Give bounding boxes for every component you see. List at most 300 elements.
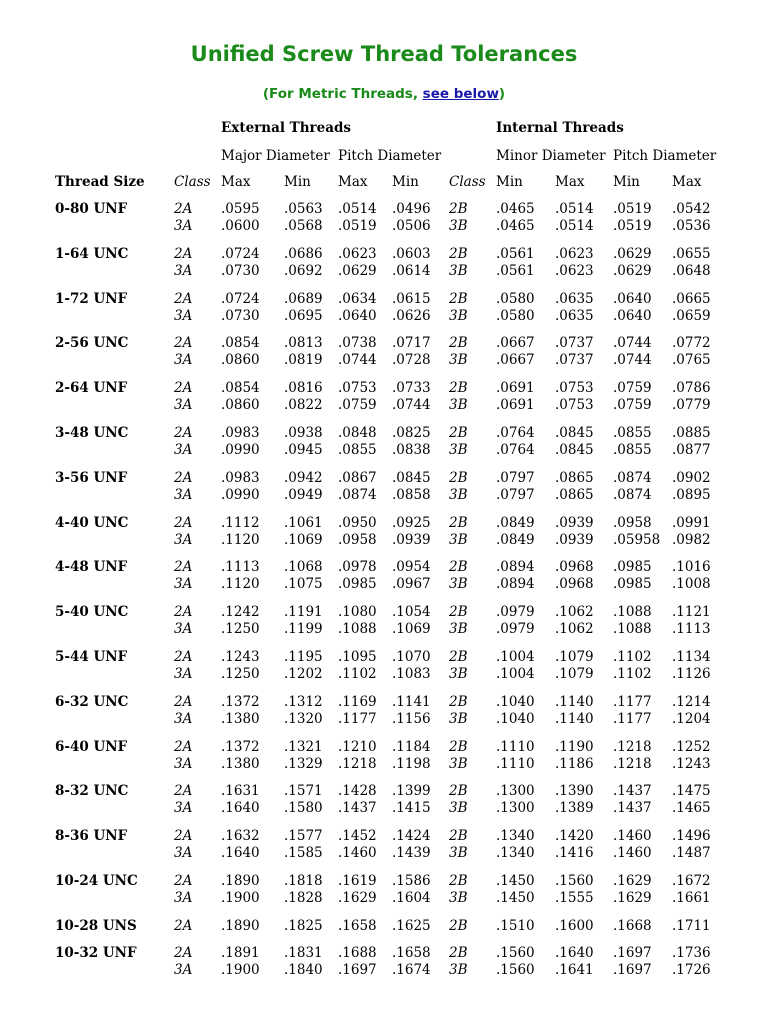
- value-cell: .0692: [284, 262, 323, 279]
- thread-size-group: [0, 739, 768, 784]
- value-cell: .1062: [555, 604, 594, 621]
- value-cell: .1619: [338, 872, 377, 889]
- value-cell: .0985: [613, 559, 652, 576]
- value-cell: .0958: [613, 514, 652, 531]
- value-cell: .1450: [496, 872, 535, 889]
- value-cell: .1110: [496, 755, 535, 772]
- thread-size-group: [0, 425, 768, 470]
- value-cell: .0744: [613, 352, 652, 369]
- value-cell: .0968: [555, 559, 594, 576]
- value-cell: .1672: [672, 872, 711, 889]
- table-row: [0, 783, 768, 801]
- value-cell: .0845: [555, 424, 594, 441]
- value-cell: .1661: [672, 889, 711, 906]
- internal-class-cell: 2B: [449, 738, 468, 755]
- value-cell: .1340: [496, 828, 535, 845]
- value-cell: .0744: [338, 352, 377, 369]
- internal-class-cell: 2B: [449, 424, 468, 441]
- value-cell: .1008: [672, 576, 711, 593]
- table-row: [0, 945, 768, 963]
- internal-class-cell: 3B: [449, 486, 468, 503]
- value-cell: .1555: [555, 889, 594, 906]
- value-cell: .0561: [496, 262, 535, 279]
- value-cell: .0665: [672, 290, 711, 307]
- table-row: [0, 397, 768, 415]
- internal-class-cell: 3B: [449, 576, 468, 593]
- external-class-cell: 2A: [174, 245, 193, 262]
- value-cell: .1088: [338, 621, 377, 638]
- value-cell: .0465: [496, 218, 535, 234]
- value-cell: .0536: [672, 218, 711, 234]
- value-cell: .0695: [284, 307, 323, 324]
- value-cell: .0496: [392, 201, 431, 217]
- thread-size-label: 8-32 UNC: [55, 783, 129, 800]
- value-cell: .1218: [338, 755, 377, 772]
- value-cell: .0737: [555, 352, 594, 369]
- subtitle-prefix: (For Metric Threads,: [262, 86, 423, 102]
- thread-size-label: 2-56 UNC: [55, 335, 129, 352]
- value-cell: .0724: [221, 245, 260, 262]
- internal-class-cell: 2B: [449, 783, 468, 800]
- value-cell: .1243: [221, 648, 260, 665]
- value-cell: .1415: [392, 800, 431, 817]
- value-cell: .0797: [496, 486, 535, 503]
- external-class-cell: 3A: [174, 441, 193, 458]
- value-cell: .1631: [221, 783, 260, 800]
- value-cell: .1697: [338, 962, 377, 979]
- value-cell: .1004: [496, 648, 535, 665]
- value-cell: .0733: [392, 380, 431, 397]
- value-cell: .0885: [672, 424, 711, 441]
- external-class-cell: 3A: [174, 307, 193, 324]
- external-class-cell: 3A: [174, 621, 193, 638]
- value-cell: .0979: [496, 604, 535, 621]
- value-cell: .1102: [613, 648, 652, 665]
- table-row: [0, 739, 768, 757]
- value-cell: .0563: [284, 201, 323, 217]
- internal-class-cell: 3B: [449, 755, 468, 772]
- thread-size-label: 6-32 UNC: [55, 693, 129, 710]
- internal-class-cell: 3B: [449, 397, 468, 414]
- value-cell: .0979: [496, 621, 535, 638]
- internal-class-cell: 2B: [449, 335, 468, 352]
- value-cell: .1585: [284, 845, 323, 862]
- table-row: [0, 532, 768, 550]
- value-cell: .0691: [496, 397, 535, 414]
- value-cell: .1210: [338, 738, 377, 755]
- value-cell: .1112: [221, 514, 260, 531]
- thread-size-group: [0, 918, 768, 946]
- value-cell: .1580: [284, 800, 323, 817]
- thread-size-label: 10-24 UNC: [55, 872, 138, 889]
- thread-size-label: 4-48 UNF: [55, 559, 128, 576]
- value-cell: .1571: [284, 783, 323, 800]
- value-cell: .0542: [672, 201, 711, 217]
- internal-class-cell: 3B: [449, 800, 468, 817]
- table-row: [0, 487, 768, 505]
- value-cell: .1069: [392, 621, 431, 638]
- table-row: [0, 694, 768, 712]
- external-class-cell: 3A: [174, 262, 193, 279]
- value-cell: .0813: [284, 335, 323, 352]
- table-row: [0, 604, 768, 622]
- table-row: [0, 621, 768, 639]
- value-cell: .1054: [392, 604, 431, 621]
- value-cell: .0860: [221, 352, 260, 369]
- value-cell: .0764: [496, 424, 535, 441]
- thread-size-label: 2-64 UNF: [55, 380, 128, 397]
- table-row: [0, 649, 768, 667]
- table-row: [0, 873, 768, 891]
- value-cell: .1825: [284, 917, 323, 934]
- table-row: [0, 425, 768, 443]
- external-class-cell: 2A: [174, 201, 193, 217]
- internal-class-cell: 2B: [449, 290, 468, 307]
- value-cell: .1658: [338, 917, 377, 934]
- value-cell: .1141: [392, 693, 431, 710]
- value-cell: .0983: [221, 469, 260, 486]
- value-cell: .0640: [338, 307, 377, 324]
- value-cell: .1831: [284, 945, 323, 962]
- value-cell: .0753: [555, 397, 594, 414]
- value-cell: .1437: [613, 783, 652, 800]
- value-cell: .0849: [496, 531, 535, 548]
- value-cell: .1439: [392, 845, 431, 862]
- value-cell: .1674: [392, 962, 431, 979]
- internal-class-cell: 3B: [449, 262, 468, 279]
- value-cell: .1465: [672, 800, 711, 817]
- external-class-cell: 3A: [174, 218, 193, 234]
- table-row: [0, 263, 768, 281]
- value-cell: .1080: [338, 604, 377, 621]
- value-cell: .0640: [613, 290, 652, 307]
- value-cell: .0686: [284, 245, 323, 262]
- value-cell: .1840: [284, 962, 323, 979]
- value-cell: .1218: [613, 755, 652, 772]
- value-cell: .1424: [392, 828, 431, 845]
- value-cell: .0874: [338, 486, 377, 503]
- value-cell: .0764: [496, 441, 535, 458]
- value-cell: .1110: [496, 738, 535, 755]
- value-cell: .0659: [672, 307, 711, 324]
- major-max-column-header: Max: [221, 174, 251, 190]
- table-row: [0, 666, 768, 684]
- int-pitch-max-column-header: Max: [672, 174, 702, 190]
- value-cell: .0514: [555, 201, 594, 217]
- value-cell: .1625: [392, 917, 431, 934]
- value-cell: .1900: [221, 889, 260, 906]
- value-cell: .1890: [221, 917, 260, 934]
- thread-size-label: 10-28 UNS: [55, 917, 137, 934]
- value-cell: .1688: [338, 945, 377, 962]
- minor-diameter-heading: Minor Diameter: [496, 148, 606, 164]
- value-cell: .0985: [338, 576, 377, 593]
- external-class-cell: 2A: [174, 828, 193, 845]
- value-cell: .1113: [221, 559, 260, 576]
- value-cell: .1460: [613, 828, 652, 845]
- value-cell: .1380: [221, 710, 260, 727]
- value-cell: .0759: [613, 380, 652, 397]
- value-cell: .0845: [555, 441, 594, 458]
- value-cell: .0744: [392, 397, 431, 414]
- table-row: [0, 756, 768, 774]
- value-cell: .0626: [392, 307, 431, 324]
- value-cell: .1040: [496, 710, 535, 727]
- value-cell: .1640: [221, 845, 260, 862]
- table-row: [0, 845, 768, 863]
- value-cell: .1372: [221, 738, 260, 755]
- value-cell: .1300: [496, 783, 535, 800]
- internal-pitch-diameter-heading: Pitch Diameter: [613, 148, 717, 164]
- value-cell: .1475: [672, 783, 711, 800]
- see-below-link[interactable]: see below: [422, 86, 499, 102]
- value-cell: .0848: [338, 424, 377, 441]
- thread-size-label: 1-64 UNC: [55, 245, 129, 262]
- value-cell: .1658: [392, 945, 431, 962]
- internal-class-cell: 2B: [449, 380, 468, 397]
- value-cell: .0730: [221, 262, 260, 279]
- internal-class-cell: 3B: [449, 889, 468, 906]
- value-cell: .0753: [338, 380, 377, 397]
- internal-class-cell: 2B: [449, 604, 468, 621]
- value-cell: .0819: [284, 352, 323, 369]
- table-row: [0, 246, 768, 264]
- value-cell: .1069: [284, 531, 323, 548]
- value-cell: .1121: [672, 604, 711, 621]
- value-cell: .1640: [555, 945, 594, 962]
- value-cell: .0568: [284, 218, 323, 234]
- value-cell: .0822: [284, 397, 323, 414]
- internal-class-cell: 2B: [449, 559, 468, 576]
- external-class-cell: 3A: [174, 665, 193, 682]
- internal-class-cell: 2B: [449, 872, 468, 889]
- value-cell: .1061: [284, 514, 323, 531]
- table-row: [0, 559, 768, 577]
- value-cell: .0858: [392, 486, 431, 503]
- value-cell: .1068: [284, 559, 323, 576]
- value-cell: .1040: [496, 693, 535, 710]
- value-cell: .0667: [496, 352, 535, 369]
- table-row: [0, 308, 768, 326]
- value-cell: .1726: [672, 962, 711, 979]
- value-cell: .1460: [613, 845, 652, 862]
- value-cell: .0635: [555, 307, 594, 324]
- value-cell: .1510: [496, 917, 535, 934]
- internal-class-cell: 3B: [449, 665, 468, 682]
- internal-class-cell: 2B: [449, 469, 468, 486]
- value-cell: .0717: [392, 335, 431, 352]
- value-cell: .0738: [338, 335, 377, 352]
- value-cell: .1075: [284, 576, 323, 593]
- external-class-cell: 2A: [174, 380, 193, 397]
- value-cell: .1126: [672, 665, 711, 682]
- value-cell: .0514: [555, 218, 594, 234]
- table-row: [0, 711, 768, 729]
- value-cell: .1399: [392, 783, 431, 800]
- value-cell: .0945: [284, 441, 323, 458]
- value-cell: .0990: [221, 441, 260, 458]
- value-cell: .1120: [221, 531, 260, 548]
- value-cell: .0991: [672, 514, 711, 531]
- value-cell: .1004: [496, 665, 535, 682]
- value-cell: .1629: [613, 872, 652, 889]
- ext-pitch-max-column-header: Max: [338, 174, 368, 190]
- thread-size-group: [0, 470, 768, 515]
- external-class-cell: 2A: [174, 559, 193, 576]
- value-cell: .0894: [496, 559, 535, 576]
- value-cell: .0759: [613, 397, 652, 414]
- page-title: Unified Screw Thread Tolerances: [190, 42, 578, 66]
- value-cell: .0519: [613, 201, 652, 217]
- value-cell: .0629: [613, 262, 652, 279]
- external-class-cell: 2A: [174, 469, 193, 486]
- value-cell: .1156: [392, 710, 431, 727]
- value-cell: .0648: [672, 262, 711, 279]
- external-class-cell: 2A: [174, 424, 193, 441]
- value-cell: .1177: [613, 710, 652, 727]
- value-cell: .1629: [613, 889, 652, 906]
- value-cell: .0779: [672, 397, 711, 414]
- value-cell: .1191: [284, 604, 323, 621]
- value-cell: .0465: [496, 201, 535, 217]
- value-cell: .0854: [221, 335, 260, 352]
- value-cell: .0689: [284, 290, 323, 307]
- thread-size-label: 10-32 UNF: [55, 945, 137, 962]
- value-cell: .1600: [555, 917, 594, 934]
- table-row: [0, 380, 768, 398]
- value-cell: .1190: [555, 738, 594, 755]
- internal-class-cell: 3B: [449, 710, 468, 727]
- value-cell: .1437: [338, 800, 377, 817]
- value-cell: .1668: [613, 917, 652, 934]
- value-cell: .1900: [221, 962, 260, 979]
- thread-size-group: [0, 945, 768, 990]
- internal-class-cell: 3B: [449, 352, 468, 369]
- value-cell: .0982: [672, 531, 711, 548]
- value-cell: .0845: [392, 469, 431, 486]
- value-cell: .0691: [496, 380, 535, 397]
- value-cell: .0655: [672, 245, 711, 262]
- thread-size-group: [0, 694, 768, 739]
- value-cell: .0772: [672, 335, 711, 352]
- value-cell: .0724: [221, 290, 260, 307]
- value-cell: .0730: [221, 307, 260, 324]
- value-cell: .0623: [338, 245, 377, 262]
- table-row: [0, 470, 768, 488]
- value-cell: .1452: [338, 828, 377, 845]
- value-cell: .1629: [338, 889, 377, 906]
- value-cell: .1736: [672, 945, 711, 962]
- value-cell: .0855: [613, 424, 652, 441]
- minor-max-column-header: Max: [555, 174, 585, 190]
- value-cell: .1204: [672, 710, 711, 727]
- value-cell: .0894: [496, 576, 535, 593]
- value-cell: .0925: [392, 514, 431, 531]
- external-class-cell: 2A: [174, 604, 193, 621]
- external-class-cell: 3A: [174, 755, 193, 772]
- value-cell: .1088: [613, 621, 652, 638]
- value-cell: .1577: [284, 828, 323, 845]
- value-cell: .1218: [613, 738, 652, 755]
- value-cell: .0854: [221, 380, 260, 397]
- internal-class-cell: 2B: [449, 648, 468, 665]
- table-row: [0, 800, 768, 818]
- external-class-cell: 2A: [174, 917, 193, 934]
- value-cell: .1560: [496, 962, 535, 979]
- table-row: [0, 218, 768, 236]
- value-cell: .0838: [392, 441, 431, 458]
- value-cell: .1300: [496, 800, 535, 817]
- thread-size-label: 3-48 UNC: [55, 424, 129, 441]
- external-class-cell: 3A: [174, 576, 193, 593]
- value-cell: .0640: [613, 307, 652, 324]
- value-cell: .1380: [221, 755, 260, 772]
- internal-class-cell: 2B: [449, 828, 468, 845]
- value-cell: .1070: [392, 648, 431, 665]
- value-cell: .0983: [221, 424, 260, 441]
- external-class-cell: 3A: [174, 710, 193, 727]
- thread-size-group: [0, 291, 768, 336]
- value-cell: .0753: [555, 380, 594, 397]
- value-cell: .1195: [284, 648, 323, 665]
- value-cell: .1697: [613, 945, 652, 962]
- value-cell: .1177: [338, 710, 377, 727]
- table-row: [0, 828, 768, 846]
- external-class-cell: 3A: [174, 800, 193, 817]
- major-min-column-header: Min: [284, 174, 311, 190]
- internal-class-cell: 3B: [449, 531, 468, 548]
- internal-class-cell: 3B: [449, 962, 468, 979]
- external-class-cell: 2A: [174, 738, 193, 755]
- value-cell: .1177: [613, 693, 652, 710]
- thread-size-label: 8-36 UNF: [55, 828, 128, 845]
- value-cell: .0580: [496, 307, 535, 324]
- value-cell: .1242: [221, 604, 260, 621]
- value-cell: .0849: [496, 514, 535, 531]
- value-cell: .1560: [496, 945, 535, 962]
- value-cell: .1437: [613, 800, 652, 817]
- value-cell: .0634: [338, 290, 377, 307]
- internal-class-cell: 3B: [449, 307, 468, 324]
- thread-size-group: [0, 828, 768, 873]
- value-cell: .1329: [284, 755, 323, 772]
- value-cell: .0759: [338, 397, 377, 414]
- value-cell: .0855: [613, 441, 652, 458]
- value-cell: .0519: [338, 218, 377, 234]
- external-class-cell: 2A: [174, 693, 193, 710]
- value-cell: .0506: [392, 218, 431, 234]
- value-cell: .0595: [221, 201, 260, 217]
- thread-size-label: 5-40 UNC: [55, 604, 129, 621]
- value-cell: .0797: [496, 469, 535, 486]
- value-cell: .0614: [392, 262, 431, 279]
- value-cell: .0985: [613, 576, 652, 593]
- value-cell: .1586: [392, 872, 431, 889]
- value-cell: .1828: [284, 889, 323, 906]
- value-cell: .1640: [221, 800, 260, 817]
- external-threads-heading: External Threads: [221, 120, 352, 136]
- table-row: [0, 291, 768, 309]
- value-cell: .1095: [338, 648, 377, 665]
- value-cell: .0615: [392, 290, 431, 307]
- thread-size-group: [0, 783, 768, 828]
- value-cell: .0561: [496, 245, 535, 262]
- thread-size-group: [0, 201, 768, 246]
- value-cell: .05958: [613, 531, 661, 548]
- table-row: [0, 335, 768, 353]
- internal-class-cell: 3B: [449, 621, 468, 638]
- value-cell: .1062: [555, 621, 594, 638]
